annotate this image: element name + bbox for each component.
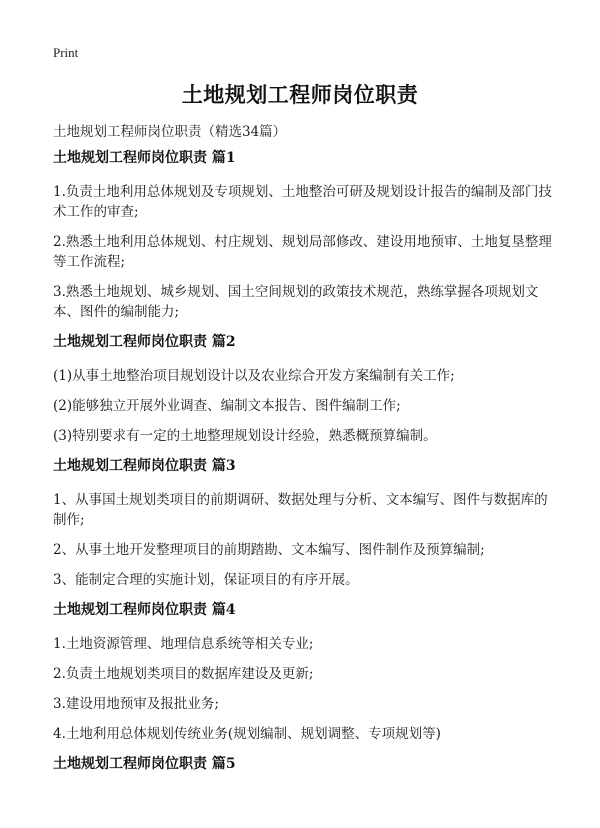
paragraph: 4.土地利用总体规划传统业务(规划编制、规划调整、专项规划等) — [53, 726, 441, 742]
paragraph: 1.负责土地利用总体规划及专项规划、土地整治可研及规划设计报告的编制及部门技术工作的审查; — [53, 184, 552, 220]
page-title: 土地规划工程师岗位职责 — [181, 82, 419, 107]
paragraph: 2、从事土地开发整理项目的前期踏勘、文本编写、图件制作及预算编制; — [53, 542, 485, 558]
paragraph: (2)能够独立开展外业调查、编制文本报告、图件编制工作; — [53, 398, 401, 414]
paragraph: 3.熟悉土地规划、城乡规划、国土空间规划的政策技术规范，熟练掌握各项规划文本、图件的编制能力; — [53, 284, 539, 320]
section-5 — [53, 754, 560, 774]
section-heading: 土地规划工程师岗位职责 篇4 — [53, 602, 236, 618]
paragraph: 3、能制定合理的实施计划，保证项目的有序开展。 — [53, 572, 359, 588]
document-body — [53, 148, 560, 788]
paragraph: (3)特别要求有一定的土地整理规划设计经验，熟悉概预算编制。 — [53, 428, 437, 444]
section-heading: 土地规划工程师岗位职责 篇3 — [53, 458, 236, 474]
paragraph: 2.熟悉土地利用总体规划、村庄规划、规划局部修改、建设用地预审、土地复垦整理等工作流程; — [53, 234, 552, 270]
paragraph: 1、从事国土规划类项目的前期调研、数据处理与分析、文本编写、图件与数据库的制作; — [53, 492, 548, 528]
section-1 — [53, 148, 560, 322]
paragraph: 2.负责土地规划类项目的数据库建设及更新; — [53, 666, 314, 682]
print-link[interactable]: Print — [53, 45, 79, 60]
section-4 — [53, 600, 560, 744]
section-heading: 土地规划工程师岗位职责 篇2 — [53, 334, 236, 350]
paragraph: (1)从事土地整治项目规划设计以及农业综合开发方案编制有关工作; — [53, 368, 455, 384]
section-2 — [53, 332, 560, 446]
section-heading: 土地规划工程师岗位职责 篇5 — [53, 756, 236, 772]
section-3 — [53, 456, 560, 590]
section-heading: 土地规划工程师岗位职责 篇1 — [53, 150, 236, 166]
paragraph: 1.土地资源管理、地理信息系统等相关专业; — [53, 636, 314, 652]
paragraph: 3.建设用地预审及报批业务; — [53, 696, 219, 712]
document-subtitle: 土地规划工程师岗位职责（精选34篇） — [53, 124, 287, 140]
